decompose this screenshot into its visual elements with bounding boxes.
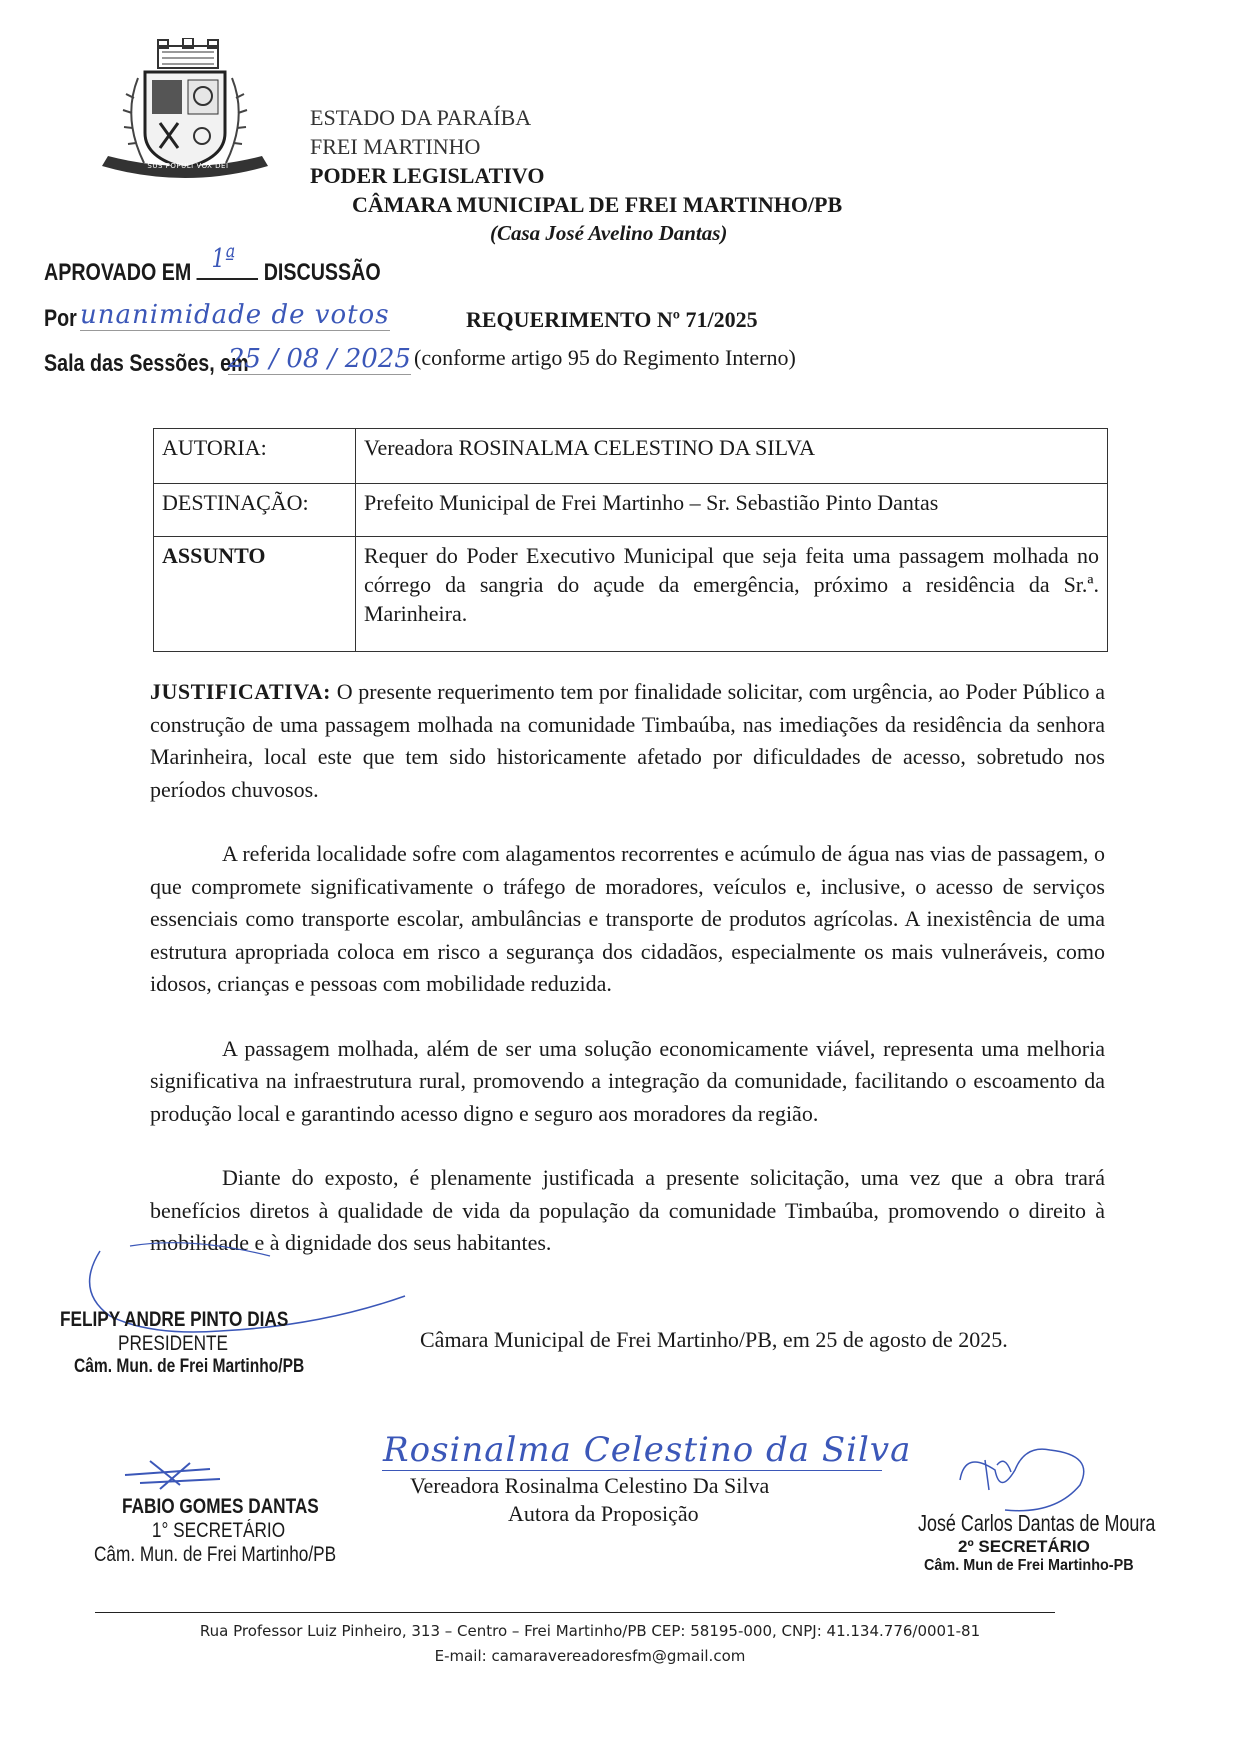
table-row-subject — [154, 537, 1108, 652]
approved-prefix: APROVADO EM — [44, 259, 192, 286]
body-text — [150, 676, 1105, 1260]
document-title: REQUERIMENTO Nº 71/2025 — [466, 307, 758, 332]
session-label: Sala das Sessões, em — [44, 350, 249, 377]
paragraph-4: Diante do exposto, é plenamente justificada a presente solicitação, uma vez que a obra trará benefícios diretos à qualidade de vida da população da comunidade Timbaúba, promovendo o direito à mobilidade e à dignidade dos seus habitantes. — [150, 1165, 1105, 1255]
approved-suffix: DISCUSSÃO — [263, 259, 381, 286]
destination-value: Prefeito Municipal de Frei Martinho – Sr. Sebastião Pinto Dantas — [356, 484, 1108, 537]
footer-email: E-mail: camaravereadoresfm@gmail.com — [434, 1647, 746, 1665]
crest-motto: SUS POPULI VOX DEI — [147, 162, 229, 170]
first-secretary-signature-scribble — [120, 1455, 230, 1495]
approval-stamp-line3 — [44, 350, 249, 378]
info-table — [153, 428, 1108, 652]
justification-text: O presente requerimento tem por finalidade solicitar, com urgência, ao Poder Público a construção de uma passagem molhada na comunidade Timbaúba, nas imediações da residência da senhora Marinheira, local este que tem sido historicamente afetado por dificuldades de acesso, sobretudo nos períodos chuvosos. — [150, 679, 1106, 802]
president-name: FELIPY ANDRE PINTO DIAS — [60, 1308, 289, 1331]
president-signature-block — [60, 1308, 305, 1378]
authorship-label: AUTORIA: — [154, 429, 356, 484]
header-city: FREI MARTINHO — [310, 134, 481, 159]
discussion-number: 1ª — [211, 244, 236, 274]
by-label: Por — [44, 305, 77, 332]
footer-address: Rua Professor Luiz Pinheiro, 313 – Centro – Frei Martinho/PB CEP: 58195-000, CNPJ: 41.134.776/0001-81 — [199, 1622, 981, 1640]
municipal-crest — [100, 38, 270, 188]
footer-divider — [95, 1612, 1055, 1613]
place-date: Câmara Municipal de Frei Martinho/PB, em 25 de agosto de 2025. — [420, 1327, 1008, 1352]
justification-paragraph — [150, 676, 1105, 806]
header-chamber: CÂMARA MUNICIPAL DE FREI MARTINHO/PB — [352, 192, 843, 217]
header-house: (Casa José Avelino Dantas) — [490, 221, 728, 245]
second-secretary-block — [918, 1510, 1156, 1575]
approval-stamp-line1 — [44, 244, 381, 287]
second-secretary-org: Câm. Mun de Frei Martinho-PB — [924, 1557, 1134, 1574]
document-subtitle: (conforme artigo 95 do Regimento Interno) — [414, 345, 796, 370]
subject-value: Requer do Poder Executivo Municipal que seja feita uma passagem molhada no córrego da sangria do açude da emergência, próximo a residência da Sr.ª. Marinheira. — [356, 537, 1108, 652]
second-secretary-name: José Carlos Dantas de Moura — [918, 1510, 1156, 1536]
paragraph-3: A passagem molhada, além de ser uma solução economicamente viável, representa uma melhoria significativa na infraestrutura rural, promovendo a integração da comunidade, facilitando o escoamento da produção local e garantindo acesso digno e seguro aos moradores da região. — [150, 1035, 1105, 1126]
president-org: Câm. Mun. de Frei Martinho/PB — [74, 1356, 305, 1377]
author-role: Autora da Proposição — [508, 1501, 699, 1526]
author-signature-line — [382, 1470, 882, 1471]
first-secretary-org: Câm. Mun. de Frei Martinho/PB — [94, 1543, 337, 1566]
header-branch: PODER LEGISLATIVO — [310, 163, 545, 188]
president-role: PRESIDENTE — [118, 1332, 229, 1355]
header-state: ESTADO DA PARAÍBA — [310, 105, 532, 130]
first-secretary-role: 1° SECRETÁRIO — [151, 1519, 286, 1542]
second-secretary-signature-scribble — [955, 1440, 1105, 1520]
table-row-authorship — [154, 429, 1108, 484]
table-row-destination — [154, 484, 1108, 537]
first-secretary-name: FABIO GOMES DANTAS — [122, 1495, 319, 1518]
justification-label: JUSTIFICATIVA: — [150, 679, 332, 704]
paragraph-2: A referida localidade sofre com alagamentos recorrentes e acúmulo de água nas vias de passagem, o que compromete significativamente o tráfego de moradores, veículos e, inclusive, o acesso de serviços essenciais como transporte escolar, ambulâncias e transporte de produtos agrícolas. A inexistência de uma estrutura apropriada coloca em risco a segurança dos cidadãos, especialmente os mais vulneráveis, como idosos, crianças e pessoas com mobilidade reduzida. — [150, 841, 1105, 996]
authorship-value: Vereadora ROSINALMA CELESTINO DA SILVA — [356, 429, 1108, 484]
approval-stamp-line2 — [44, 305, 77, 333]
author-handwritten-signature: Rosinalma Celestino da Silva — [383, 1430, 912, 1470]
destination-label: DESTINAÇÃO: — [154, 484, 356, 537]
by-value-handwritten: unanimidade de votos — [80, 300, 390, 330]
subject-label: ASSUNTO — [154, 537, 356, 652]
second-secretary-role: 2º SECRETÁRIO — [958, 1537, 1090, 1556]
first-secretary-block — [80, 1495, 337, 1567]
author-name: Vereadora Rosinalma Celestino Da Silva — [410, 1473, 770, 1498]
session-date-handwritten: 25 / 08 / 2025 — [228, 344, 411, 374]
